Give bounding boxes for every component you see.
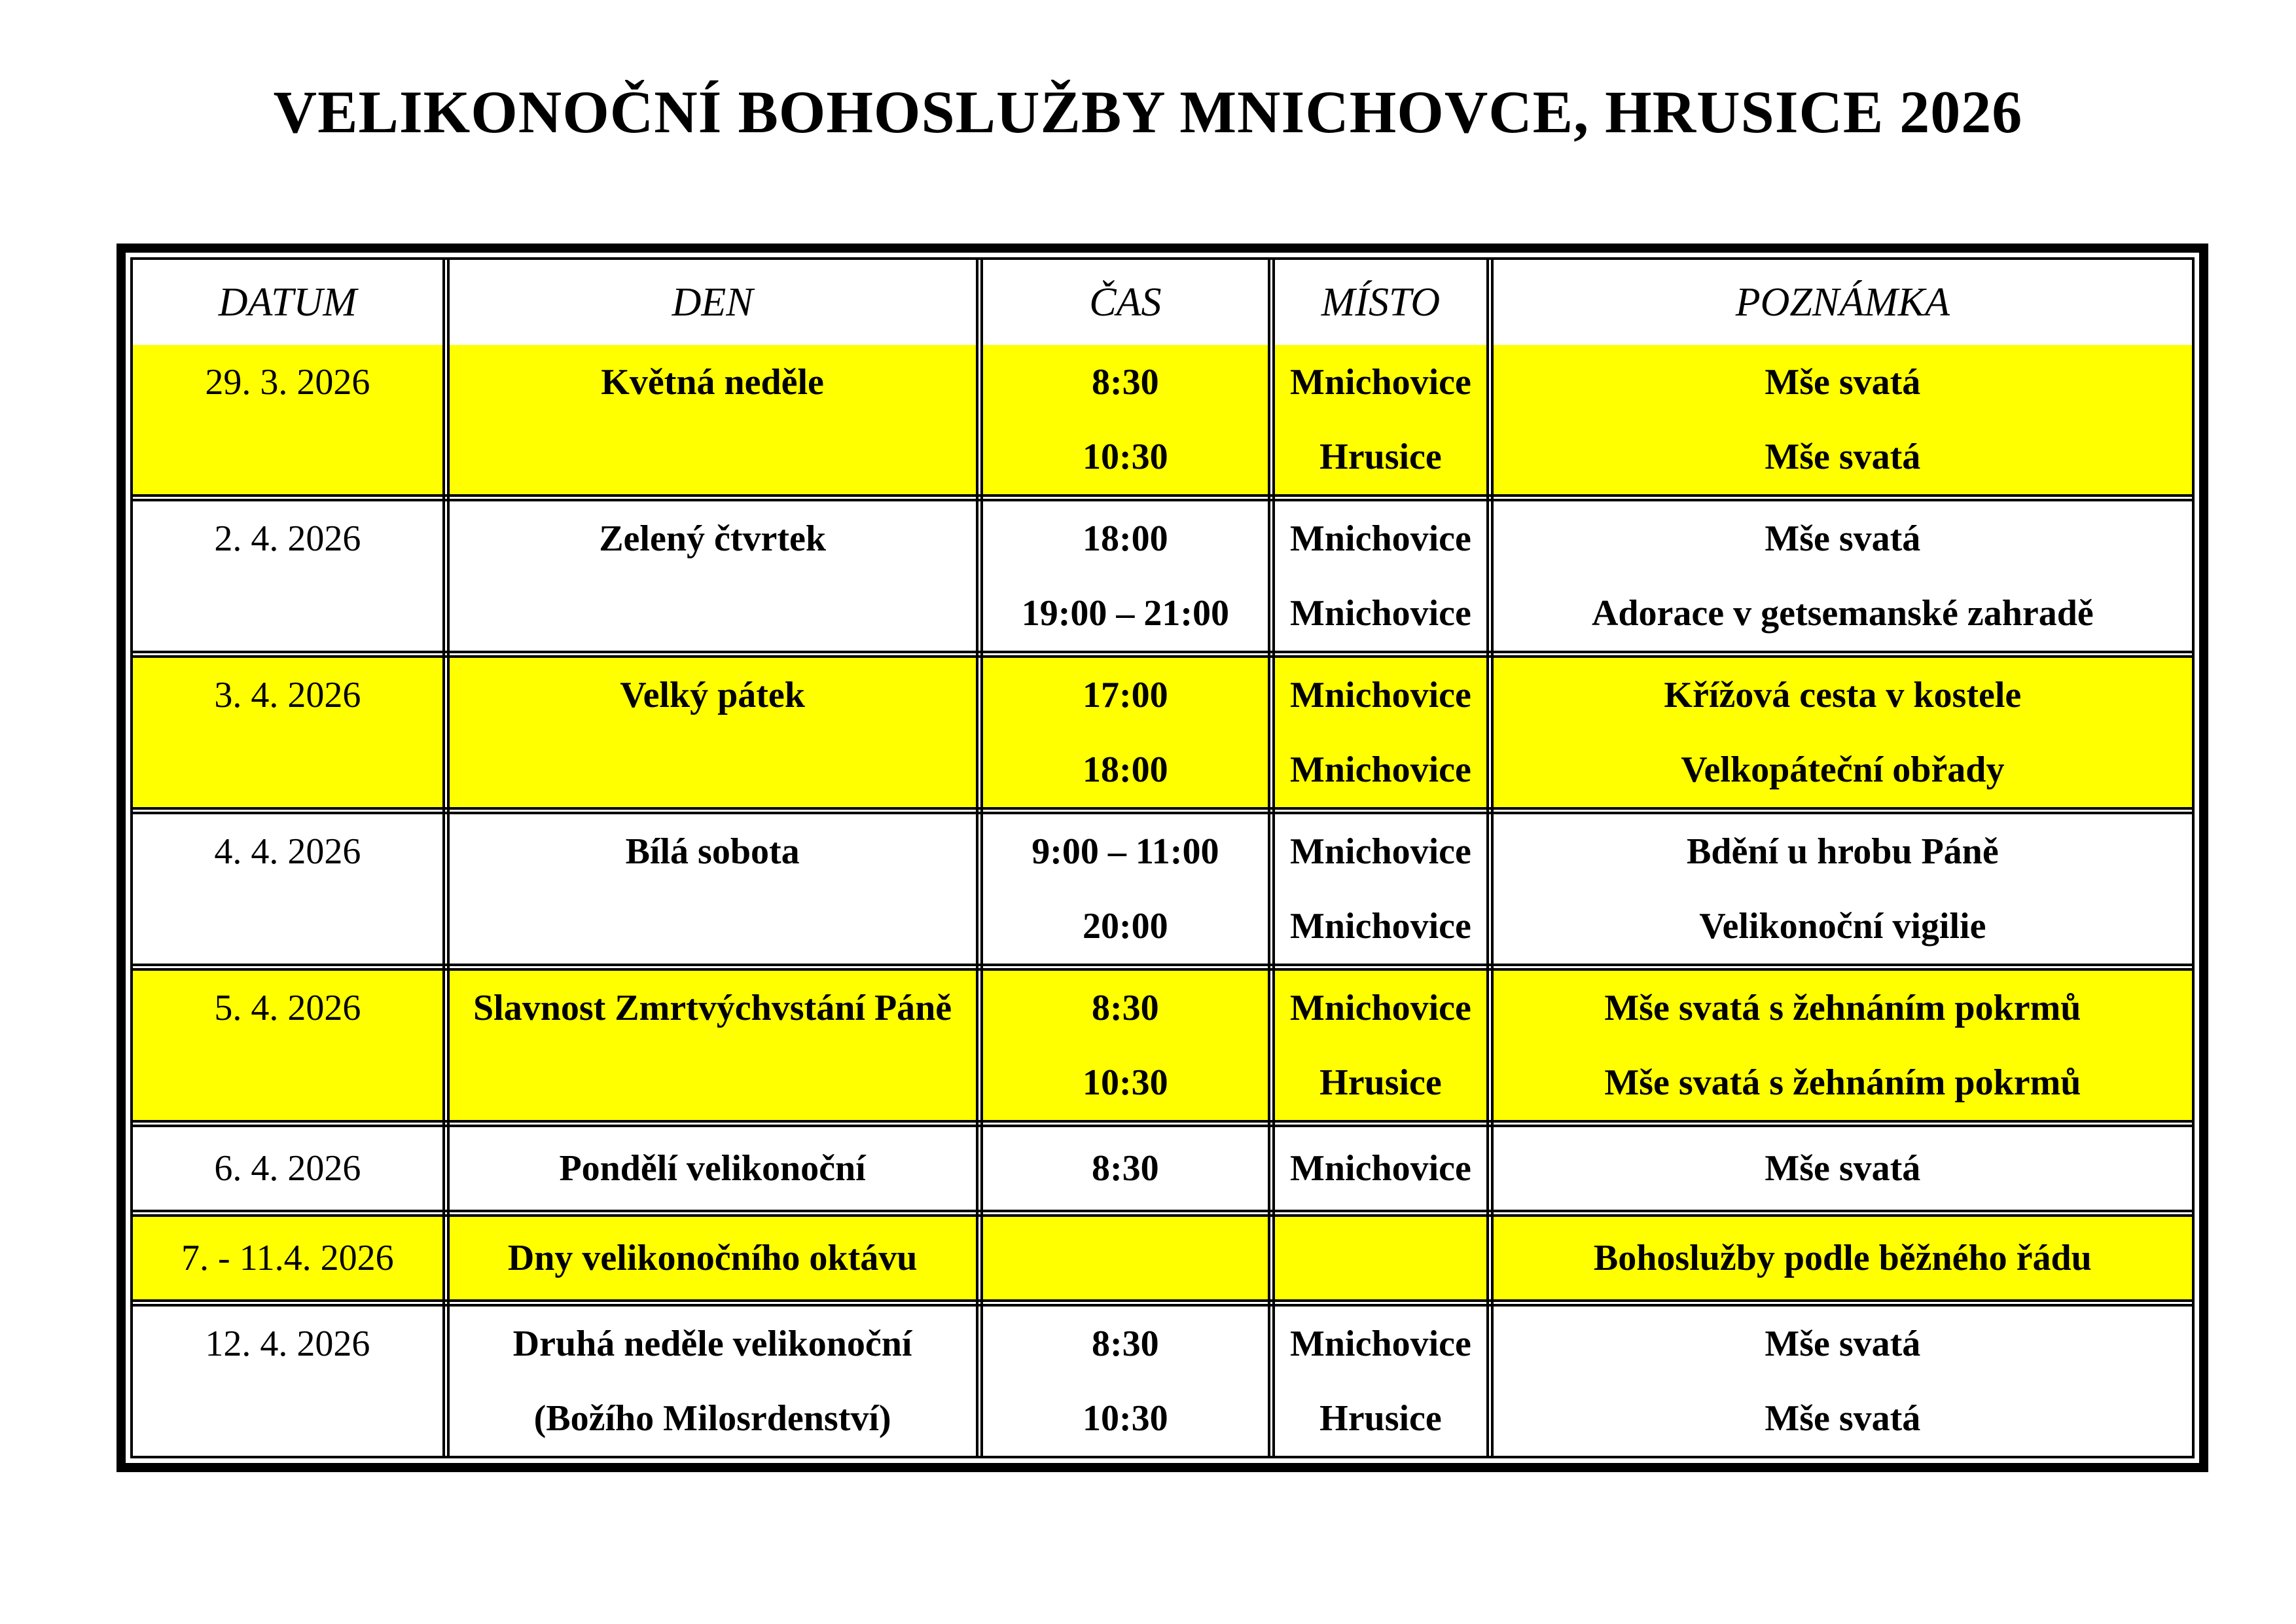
cell-line: 2. 4. 2026 bbox=[214, 518, 361, 559]
cell-content bbox=[133, 1307, 442, 1456]
cell-content bbox=[1494, 814, 2192, 964]
cell-den bbox=[446, 1124, 979, 1214]
cell-misto bbox=[1272, 345, 1490, 498]
cell-line: Květná neděle bbox=[601, 362, 824, 403]
table-inner-frame bbox=[130, 257, 2195, 1458]
cell-line: Mnichovice bbox=[1290, 362, 1471, 403]
cell-line bbox=[450, 420, 976, 494]
cell-content bbox=[1275, 971, 1486, 1120]
cell-line: Mše svatá bbox=[1765, 437, 1921, 477]
cell-content bbox=[133, 1217, 442, 1299]
cell-line bbox=[450, 1045, 976, 1120]
cell-line: 10:30 bbox=[1083, 437, 1168, 477]
cell-line: Mnichovice bbox=[1290, 1148, 1471, 1189]
cell-line: 8:30 bbox=[1092, 1148, 1159, 1189]
schedule-row bbox=[133, 811, 2192, 967]
schedule-row bbox=[133, 345, 2192, 498]
cell-line bbox=[450, 889, 976, 964]
cell-cas bbox=[979, 1124, 1272, 1214]
cell-content bbox=[1275, 1217, 1486, 1299]
cell-line bbox=[133, 420, 442, 494]
cell-line: Velikonoční vigilie bbox=[1699, 906, 1986, 947]
cell-datum bbox=[133, 498, 446, 655]
table-outer-frame bbox=[117, 244, 2208, 1472]
cell-line: Mše svatá bbox=[1765, 1324, 1921, 1364]
cell-content bbox=[1275, 345, 1486, 494]
cell-line: Pondělí velikonoční bbox=[559, 1148, 866, 1189]
schedule-row bbox=[133, 1303, 2192, 1456]
cell-line: Mše svatá bbox=[1765, 362, 1921, 403]
cell-cas bbox=[979, 1303, 1272, 1456]
cell-content bbox=[1275, 1307, 1486, 1456]
cell-den bbox=[446, 811, 979, 967]
cell-line: Mše svatá bbox=[1765, 518, 1921, 559]
cell-line: Mnichovice bbox=[1290, 593, 1471, 634]
cell-content bbox=[983, 501, 1268, 651]
cell-line: 18:00 bbox=[1083, 518, 1168, 559]
column-header-3: MÍSTO bbox=[1272, 260, 1490, 345]
cell-line: Bílá sobota bbox=[625, 831, 800, 872]
cell-content bbox=[1494, 971, 2192, 1120]
cell-line: Mnichovice bbox=[1290, 675, 1471, 715]
cell-content bbox=[983, 814, 1268, 964]
cell-line: 8:30 bbox=[1092, 1324, 1159, 1364]
cell-line: Mnichovice bbox=[1290, 906, 1471, 947]
service-schedule-table bbox=[133, 260, 2192, 1456]
column-header-2: ČAS bbox=[979, 260, 1272, 345]
cell-line: Mše svatá s žehnáním pokrmů bbox=[1604, 1062, 2081, 1103]
cell-line bbox=[133, 732, 442, 807]
cell-datum bbox=[133, 1303, 446, 1456]
cell-den bbox=[446, 1303, 979, 1456]
cell-line bbox=[1275, 1217, 1486, 1299]
cell-content bbox=[133, 971, 442, 1120]
cell-poznamka bbox=[1490, 498, 2192, 655]
cell-line: Hrusice bbox=[1319, 1062, 1442, 1103]
cell-line: Velký pátek bbox=[620, 675, 805, 715]
cell-den bbox=[446, 967, 979, 1124]
column-header-0: DATUM bbox=[133, 260, 446, 345]
cell-line: 8:30 bbox=[1092, 988, 1159, 1028]
cell-content bbox=[1494, 1307, 2192, 1456]
cell-line: Mše svatá s žehnáním pokrmů bbox=[1604, 988, 2081, 1028]
cell-line: 3. 4. 2026 bbox=[214, 675, 361, 715]
cell-misto bbox=[1272, 811, 1490, 967]
cell-line: 19:00 – 21:00 bbox=[1021, 593, 1229, 634]
cell-poznamka bbox=[1490, 1214, 2192, 1303]
cell-line: Mnichovice bbox=[1290, 749, 1471, 790]
cell-line: 20:00 bbox=[1083, 906, 1168, 947]
cell-content bbox=[133, 658, 442, 807]
cell-cas bbox=[979, 345, 1272, 498]
cell-line: 18:00 bbox=[1083, 749, 1168, 790]
cell-line bbox=[133, 576, 442, 651]
cell-line: Mše svatá bbox=[1765, 1148, 1921, 1189]
cell-line: 9:00 – 11:00 bbox=[1031, 831, 1219, 872]
cell-line: (Božího Milosrdenství) bbox=[533, 1398, 891, 1439]
cell-misto bbox=[1272, 1214, 1490, 1303]
cell-content bbox=[450, 1217, 976, 1299]
cell-content bbox=[133, 1127, 442, 1210]
cell-line bbox=[133, 1381, 442, 1456]
cell-cas bbox=[979, 655, 1272, 811]
cell-content bbox=[1275, 1127, 1486, 1210]
cell-line bbox=[450, 732, 976, 807]
cell-line bbox=[133, 889, 442, 964]
cell-cas bbox=[979, 811, 1272, 967]
cell-line: 8:30 bbox=[1092, 362, 1159, 403]
cell-content bbox=[1275, 501, 1486, 651]
cell-line: Bdění u hrobu Páně bbox=[1687, 831, 1999, 872]
cell-content bbox=[450, 814, 976, 964]
header-row bbox=[133, 260, 2192, 345]
cell-line: 6. 4. 2026 bbox=[214, 1148, 361, 1189]
cell-line: Hrusice bbox=[1319, 1398, 1442, 1439]
cell-line: Mše svatá bbox=[1765, 1398, 1921, 1439]
cell-content bbox=[1494, 658, 2192, 807]
cell-content bbox=[983, 1127, 1268, 1210]
cell-misto bbox=[1272, 498, 1490, 655]
cell-datum bbox=[133, 655, 446, 811]
schedule-row bbox=[133, 655, 2192, 811]
cell-poznamka bbox=[1490, 967, 2192, 1124]
cell-content bbox=[1494, 1127, 2192, 1210]
cell-content bbox=[133, 814, 442, 964]
cell-content bbox=[450, 1307, 976, 1456]
cell-poznamka bbox=[1490, 1124, 2192, 1214]
cell-line bbox=[983, 1217, 1268, 1299]
page-title: VELIKONOČNÍ BOHOSLUŽBY MNICHOVCE, HRUSICE 2026 bbox=[273, 79, 2023, 145]
cell-content bbox=[450, 971, 976, 1120]
cell-poznamka bbox=[1490, 1303, 2192, 1456]
cell-content bbox=[983, 1217, 1268, 1299]
cell-line: Mnichovice bbox=[1290, 518, 1471, 559]
cell-line: 17:00 bbox=[1083, 675, 1168, 715]
cell-content bbox=[450, 345, 976, 494]
cell-line: Křížová cesta v kostele bbox=[1664, 675, 2022, 715]
cell-datum bbox=[133, 345, 446, 498]
cell-line: Mnichovice bbox=[1290, 988, 1471, 1028]
cell-content bbox=[450, 501, 976, 651]
column-header-4: POZNÁMKA bbox=[1490, 260, 2192, 345]
cell-content bbox=[983, 971, 1268, 1120]
cell-cas bbox=[979, 967, 1272, 1124]
cell-line: 29. 3. 2026 bbox=[205, 362, 370, 403]
cell-datum bbox=[133, 967, 446, 1124]
schedule-row bbox=[133, 967, 2192, 1124]
cell-content bbox=[983, 658, 1268, 807]
cell-line: Velkopáteční obřady bbox=[1681, 749, 2005, 790]
cell-line: Druhá neděle velikonoční bbox=[512, 1324, 912, 1364]
cell-content bbox=[1494, 1217, 2192, 1299]
cell-misto bbox=[1272, 1124, 1490, 1214]
cell-content bbox=[983, 345, 1268, 494]
cell-misto bbox=[1272, 655, 1490, 811]
cell-line: 5. 4. 2026 bbox=[214, 988, 361, 1028]
cell-line: 7. - 11.4. 2026 bbox=[181, 1238, 394, 1278]
cell-line: Zelený čtvrtek bbox=[599, 518, 826, 559]
cell-den bbox=[446, 345, 979, 498]
cell-poznamka bbox=[1490, 811, 2192, 967]
cell-cas bbox=[979, 1214, 1272, 1303]
cell-den bbox=[446, 498, 979, 655]
cell-content bbox=[1494, 501, 2192, 651]
cell-poznamka bbox=[1490, 655, 2192, 811]
cell-line: 4. 4. 2026 bbox=[214, 831, 361, 872]
cell-content bbox=[450, 658, 976, 807]
cell-line: Mnichovice bbox=[1290, 831, 1471, 872]
cell-content bbox=[1275, 814, 1486, 964]
cell-den bbox=[446, 655, 979, 811]
cell-line bbox=[450, 576, 976, 651]
cell-den bbox=[446, 1214, 979, 1303]
schedule-row bbox=[133, 1214, 2192, 1303]
cell-misto bbox=[1272, 1303, 1490, 1456]
cell-line: Slavnost Zmrtvýchvstání Páně bbox=[473, 988, 952, 1028]
schedule-row bbox=[133, 498, 2192, 655]
cell-line: 10:30 bbox=[1083, 1062, 1168, 1103]
cell-line: Bohoslužby podle běžného řádu bbox=[1593, 1238, 2092, 1278]
column-header-1: DEN bbox=[446, 260, 979, 345]
schedule-row bbox=[133, 1124, 2192, 1214]
cell-datum bbox=[133, 1124, 446, 1214]
table-body bbox=[133, 345, 2192, 1456]
cell-content bbox=[450, 1127, 976, 1210]
cell-line bbox=[133, 1045, 442, 1120]
cell-line: Mnichovice bbox=[1290, 1324, 1471, 1364]
cell-content bbox=[133, 345, 442, 494]
cell-line: Hrusice bbox=[1319, 437, 1442, 477]
cell-datum bbox=[133, 811, 446, 967]
cell-content bbox=[983, 1307, 1268, 1456]
cell-line: Adorace v getsemanské zahradě bbox=[1591, 593, 2094, 634]
cell-misto bbox=[1272, 967, 1490, 1124]
cell-content bbox=[1494, 345, 2192, 494]
cell-line: 12. 4. 2026 bbox=[205, 1324, 370, 1364]
cell-line: Dny velikonočního oktávu bbox=[507, 1238, 918, 1278]
cell-line: 10:30 bbox=[1083, 1398, 1168, 1439]
cell-content bbox=[133, 501, 442, 651]
cell-cas bbox=[979, 498, 1272, 655]
cell-content bbox=[1275, 658, 1486, 807]
cell-datum bbox=[133, 1214, 446, 1303]
cell-poznamka bbox=[1490, 345, 2192, 498]
